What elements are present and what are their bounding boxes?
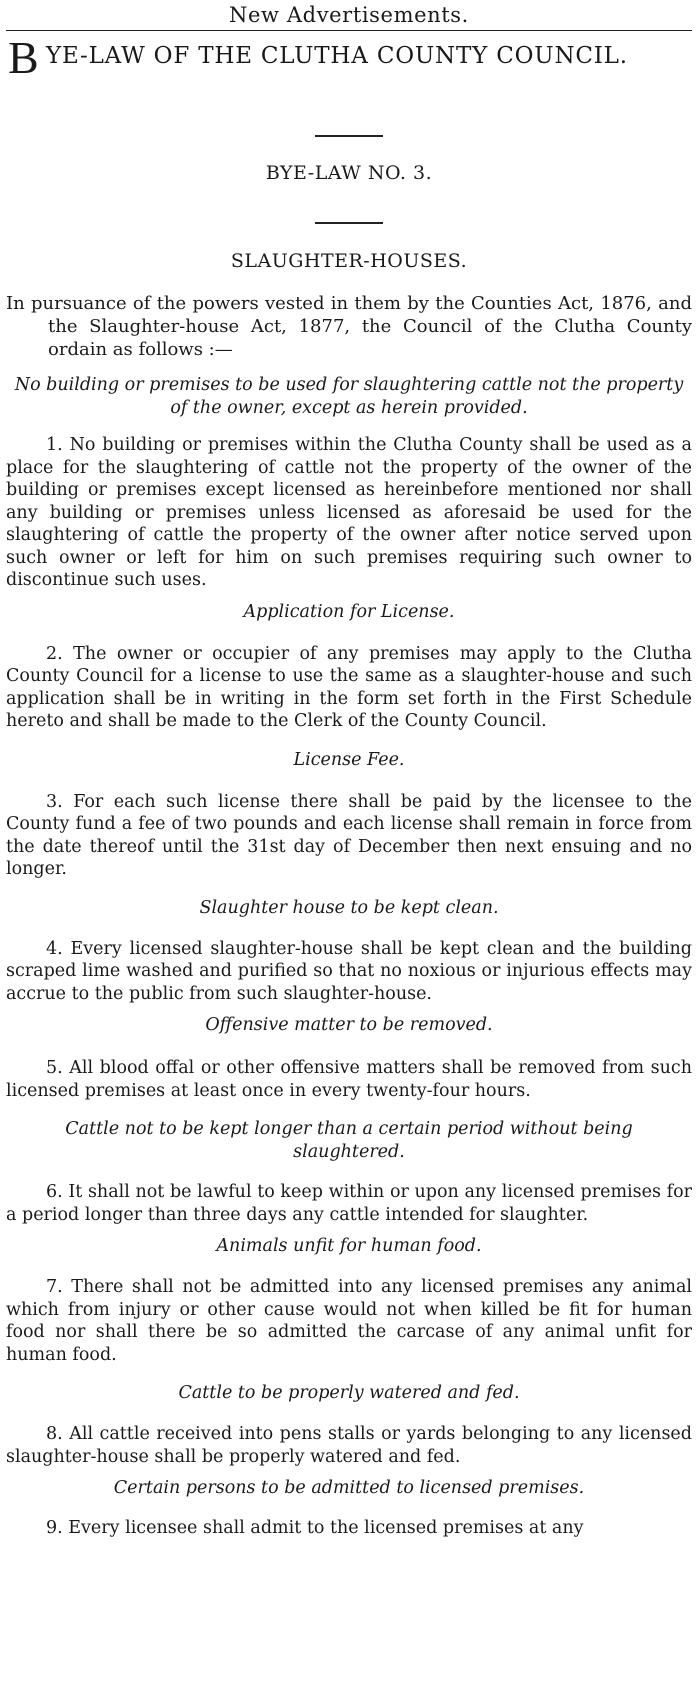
clause-paragraph: 4. Every licensed slaughter-house shall be kept clean and the building scraped lime washed and purified so that no noxious or injurious effects may accrue to the public from such slaughter-house. bbox=[6, 938, 692, 1004]
title-drop-cap: B bbox=[8, 32, 40, 83]
clause-paragraph: 7. There shall not be admitted into any licensed premises any animal which from injury or other cause would not when killed be fit for human food nor shall there be so admitted the carcase of any animal unfit for human food. bbox=[6, 1277, 692, 1365]
clause-paragraph: 3. For each such license there shall be paid by the licensee to the County fund a fee of two pounds and each license shall remain in force from the date thereof until the 31st day of December then next ensuing and no longer. bbox=[6, 791, 692, 879]
clause-paragraph: 9. Every licensee shall admit to the licensed premises at any bbox=[46, 1518, 584, 1538]
clause-paragraph: 2. The owner or occupier of any premises may apply to the Clutha County Council for a license to use the same as a slaughter-house and such application shall be in writing in the form set forth in the First Schedule hereto and shall be made to the Clerk of the County Council. bbox=[6, 643, 692, 731]
clause-caption: Animals unfit for human food. bbox=[216, 1236, 482, 1256]
bylaw-title bbox=[6, 32, 692, 89]
clause-paragraph: 6. It shall not be lawful to keep within or upon any licensed premises for a period longer than three days any cattle intended for slaughter. bbox=[6, 1182, 692, 1225]
bylaw-number: BYE-LAW NO. 3. bbox=[265, 162, 433, 184]
clause-caption: Slaughter house to be kept clean. bbox=[199, 897, 499, 918]
intro-paragraph: In pursuance of the powers vested in them by the Counties Act, 1876, and the Slaughter-house Act, 1877, the Council of the Clutha County ordain as follows :— bbox=[6, 293, 692, 360]
clause-paragraph: 1. No building or premises within the Clutha County shall be used as a place for the slaughtering of cattle not the property of the owner of the building or premises except licensed as hereinbefore mentioned nor shall any building or premises unless licensed as aforesaid be used for the slaughtering of cattle the property of the owner after notice served upon such owner or left for him on such premises requiring such owner to discontinue such uses. bbox=[6, 435, 692, 590]
clause-caption: Cattle not to be kept longer than a certain period without being slaughtered. bbox=[65, 1119, 633, 1162]
title-text: YE-LAW OF THE CLUTHA COUNTY COUNCIL. bbox=[46, 43, 628, 69]
clause-caption: No building or premises to be used for slaughtering cattle not the property of the owner, except as herein provided. bbox=[14, 375, 684, 418]
top-divider bbox=[6, 30, 692, 31]
clause-caption: Cattle to be properly watered and fed. bbox=[178, 1383, 520, 1403]
clause-paragraph: 5. All blood offal or other offensive matters shall be removed from such licensed premises at least once in every twenty-four hours. bbox=[6, 1058, 692, 1101]
clause-caption: License Fee. bbox=[293, 749, 405, 770]
clause-caption: Offensive matter to be removed. bbox=[205, 1015, 493, 1035]
number-divider bbox=[315, 222, 383, 224]
title-divider bbox=[315, 135, 383, 137]
bylaw-subject: SLAUGHTER-HOUSES. bbox=[230, 250, 468, 272]
clause-paragraph: 8. All cattle received into pens stalls or yards belonging to any licensed slaughter-house shall be properly watered and fed. bbox=[6, 1424, 692, 1467]
section-heading: New Advertisements. bbox=[229, 3, 469, 27]
clause-caption: Certain persons to be admitted to licensed premises. bbox=[113, 1478, 585, 1498]
clause-caption: Application for License. bbox=[243, 601, 455, 622]
